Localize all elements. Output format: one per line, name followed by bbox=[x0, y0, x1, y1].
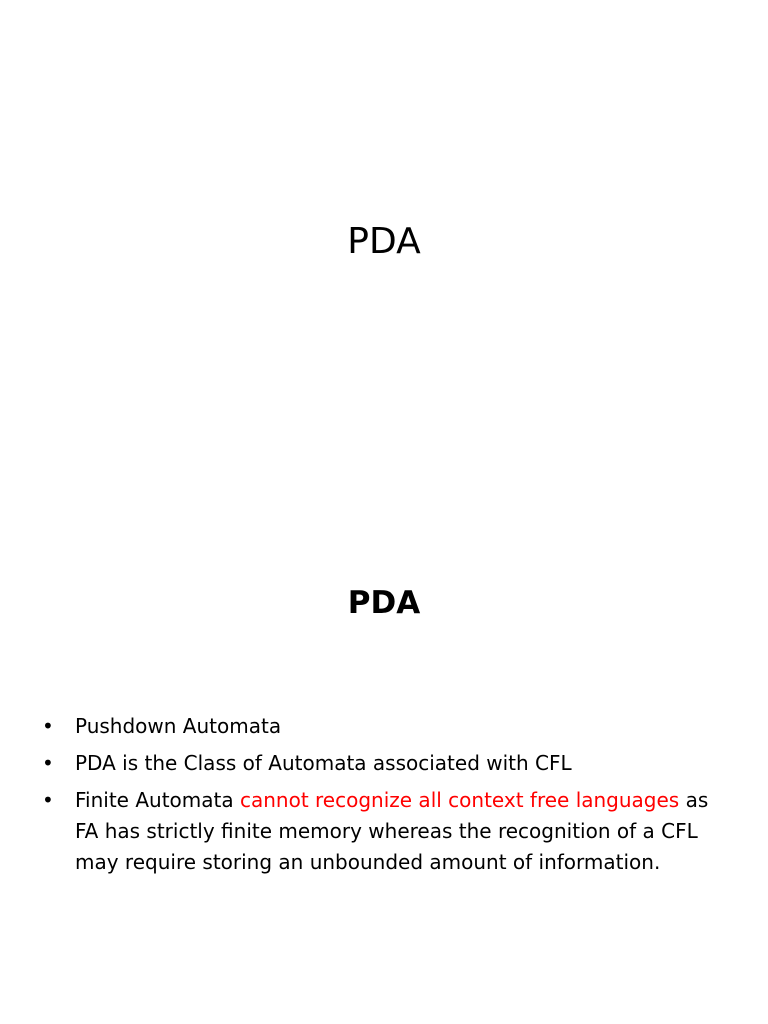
bullet-item bbox=[40, 748, 720, 779]
bullet-text-before: Finite Automata bbox=[75, 788, 240, 812]
bullet-text-after: as FA has strictly finite memory whereas the recognition of a CFL may require storing an unbounded amount of information. bbox=[75, 788, 709, 874]
bullet-highlight-text: cannot recognize all context free languages bbox=[239, 788, 680, 812]
slide-heading: PDA bbox=[347, 585, 421, 621]
bullet-item bbox=[40, 785, 720, 878]
bullet-icon: • bbox=[42, 714, 54, 738]
bullet-text: Pushdown Automata bbox=[75, 714, 282, 738]
bullet-text: PDA is the Class of Automata associated with CFL bbox=[75, 751, 572, 775]
bullet-item bbox=[40, 711, 720, 742]
slide-title: PDA bbox=[347, 221, 421, 262]
bullet-list bbox=[40, 711, 720, 884]
content-slide bbox=[0, 512, 768, 1024]
bullet-icon: • bbox=[42, 788, 54, 812]
bullet-icon: • bbox=[42, 751, 54, 775]
